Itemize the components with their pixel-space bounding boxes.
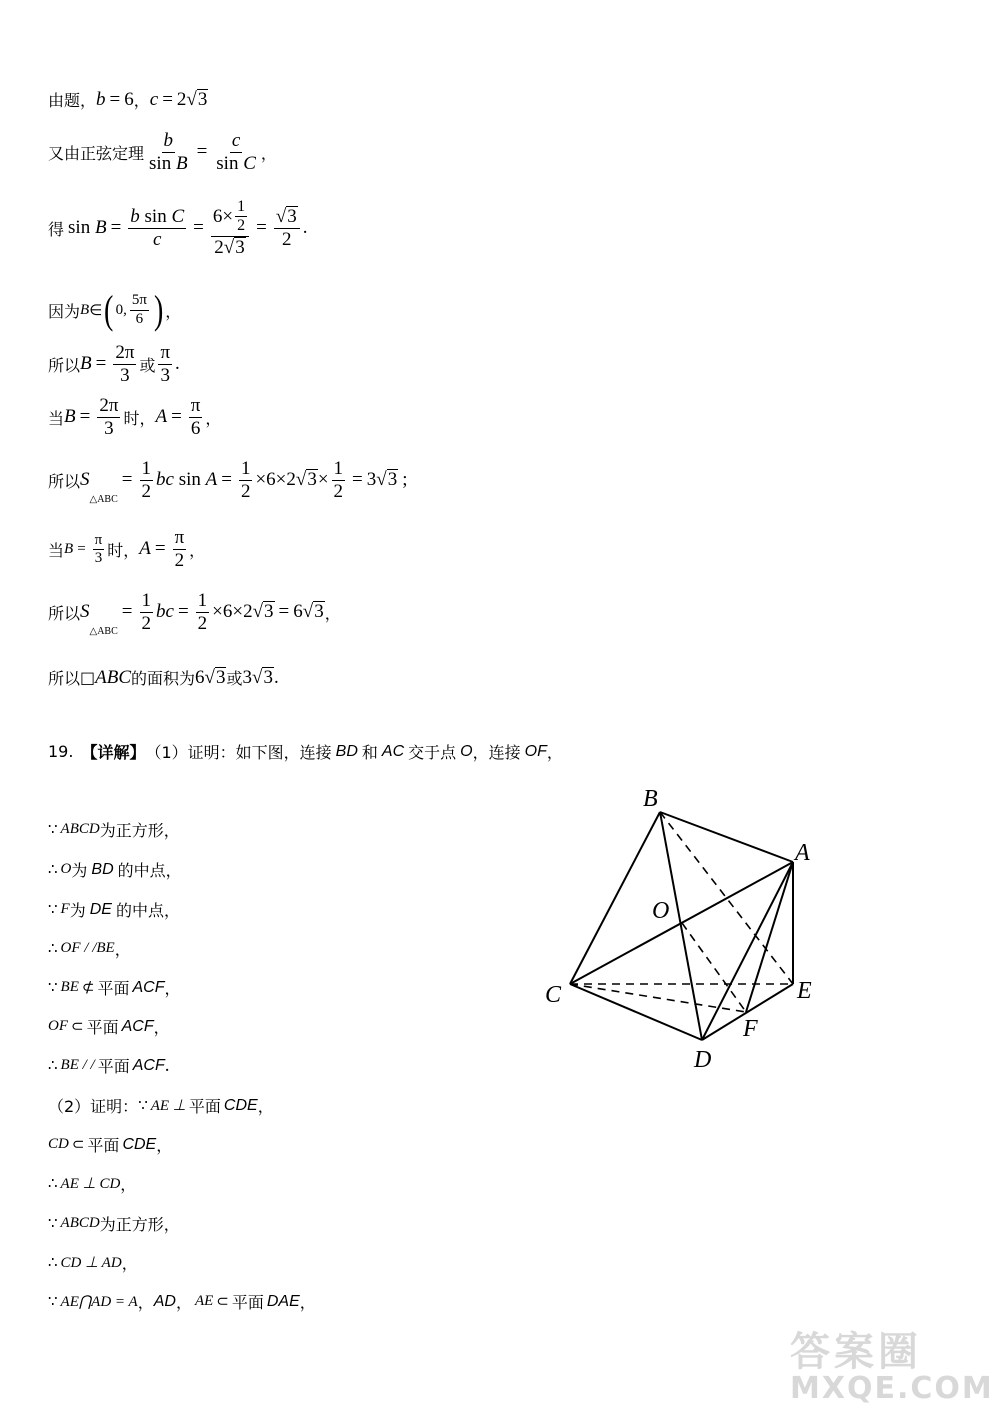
proof-1-line5: ∵ BE ⊄ 平面 ACF ， bbox=[48, 978, 181, 998]
proof-2-line6: ∵ AE⋂AD = A ， AD ， AE ⊂ 平面 DAE ， bbox=[48, 1292, 316, 1312]
label-d: D bbox=[694, 1047, 712, 1073]
edge-of-dashed bbox=[682, 923, 746, 1012]
geometry-figure bbox=[540, 780, 840, 1080]
proof-1-line4: ∴ OF / /BE ， bbox=[48, 940, 131, 959]
line-sinb: 得 sin B = $\frac{\text{b sin C}}{c}$ = 6× $\frac{1}{2}$ 2 √ 3 = √ 3 2 . bbox=[48, 198, 308, 258]
line-case2: 当 B = $\frac{\pi}{3}$ 时， A = $\frac{\pi}{2}$ ， bbox=[48, 527, 206, 571]
label-f: F bbox=[743, 1016, 758, 1042]
proof-2-line2: CD ⊂ 平面 CDE ， bbox=[48, 1135, 173, 1155]
proof-1-line3: ∵ F 为 DE 的中点， bbox=[48, 900, 180, 920]
proof-1-line2: ∴ O 为 BD 的中点， bbox=[48, 860, 182, 880]
label-a: A bbox=[795, 840, 810, 866]
line-case1: 当 B = $\frac{2\pi}{3}$ 时， A = $\frac{\pi}{6}$ ， bbox=[48, 395, 222, 439]
edge-cd bbox=[570, 984, 702, 1040]
line-conclusion: 所以 □ ABC 的面积为 6 √ 3 或 3 √ 3 . bbox=[48, 666, 279, 688]
proof-2-line4: ∵ ABCD 为正方形， bbox=[48, 1215, 180, 1234]
proof-2-line1: （2）证明： ∵ AE ⊥ 平面 CDE ， bbox=[48, 1096, 274, 1116]
line-area2: 所以 S △ABC = $\frac{1}{2}$ bc = $\frac{1}{2}$ ×6×2 √ 3 = 6 √ 3 ， bbox=[48, 590, 341, 637]
proof-1-line1: ∵ ABCD 为正方形， bbox=[48, 821, 180, 840]
label-b: B bbox=[643, 786, 658, 812]
edge-cf-dashed bbox=[570, 984, 746, 1012]
line-given: 由题， b = 6 ， c = 2 √ 3 bbox=[48, 88, 208, 110]
proof-1-line6: OF ⊂ 平面 ACF ， bbox=[48, 1017, 170, 1037]
proof-2-line3: ∴ AE ⊥ CD ， bbox=[48, 1175, 137, 1194]
label-e: E bbox=[797, 978, 812, 1004]
line-area1: 所以 S △ABC = $\frac{1}{2}$ bc sin A = $\frac{1}{2}$ ×6×2 √ 3 × $\frac{1}{2}$ = 3 √ 3 ; bbox=[48, 458, 408, 505]
proof-1-line7: ∴ BE / / 平面 ACF . bbox=[48, 1054, 170, 1076]
label-c: C bbox=[545, 982, 562, 1008]
edge-bc bbox=[570, 812, 660, 984]
line-b-values: 所以 B = $\frac{2\pi}{3}$ 或 $\frac{\pi}{3}$ . bbox=[48, 342, 180, 386]
q19-header: 19. 【详解】 （1）证明：如下图，连接 BD 和 AC 交于点 O ，连接 OF ， bbox=[48, 742, 563, 762]
watermark: 答案圈 MXQE.COM bbox=[790, 1329, 994, 1406]
edge-bd bbox=[660, 812, 702, 1040]
edge-ad bbox=[702, 862, 793, 1040]
proof-2-line5: ∴ CD ⊥ AD ， bbox=[48, 1254, 138, 1273]
label-o: O bbox=[652, 898, 670, 924]
line-b-range: 因为 B ∈ ( 0, $\frac{5\pi}{6}$ ) ， bbox=[48, 287, 182, 332]
line-sine-law: 又由正弦定理 $\frac{b}{\text{sin B}}$ = $\frac{c}{\text{sin C}}$ ， bbox=[48, 130, 277, 174]
